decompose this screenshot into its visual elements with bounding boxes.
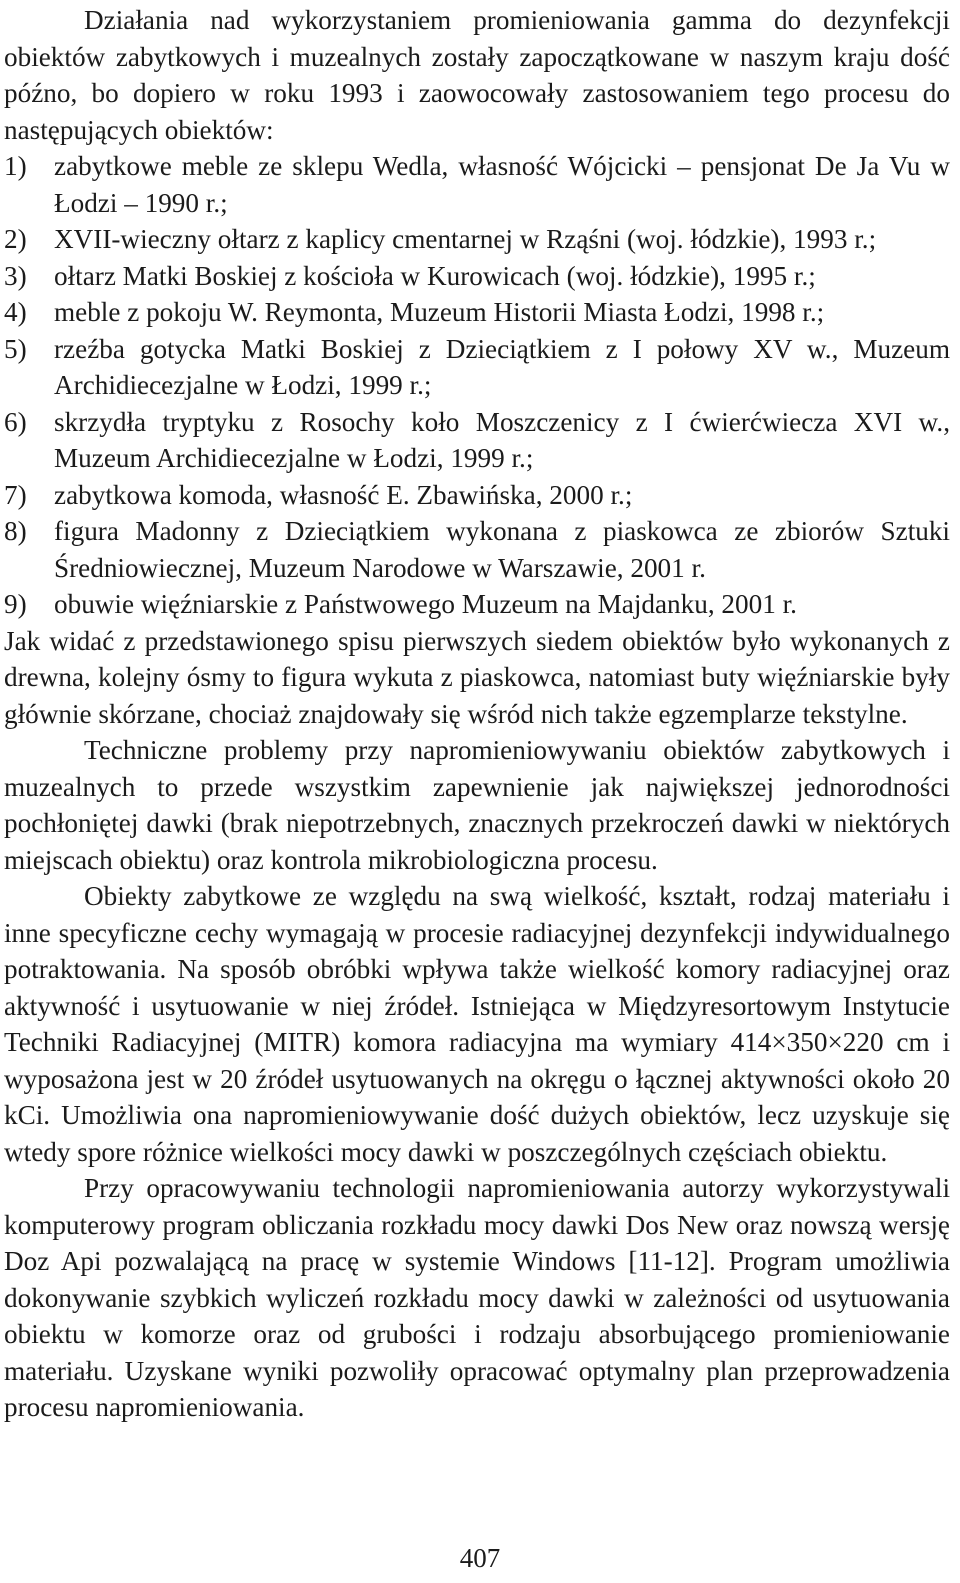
list-item-text: obuwie więźniarskie z Państwowego Muzeum na Majdanku, 2001 r.: [54, 589, 797, 619]
list-item-text: rzeźba gotycka Matki Boskiej z Dzieciątkiem z I połowy XV w., Muzeum Archidiecezjalne w Łodzi, 1999 r.;: [54, 333, 950, 400]
body-paragraph: Obiekty zabytkowe ze względu na swą wielkość, kształt, rodzaj materiału i inne specyficzne cechy wymagają w procesie radiacyjnej dezynfekcji indywidualnego potraktowania. Na sposób obróbki wpływa także wielkość komory radiacyjnej oraz aktywność i usytuowanie w niej źródeł. Istniejąca w Międzyresortowym Instytucie Techniki Radiacyjnej (MITR) komora radiacyjna ma wymiary 414×350×220 cm i wyposażona jest w 20 źródeł usytuowanych na okręgu o łącznej aktywności około 20 kCi. Umożliwia ona napromieniowywanie dość dużych obiektów, lecz uzyskuje się wtedy spore różnice wielkości mocy dawki w poszczególnych częściach obiektu.: [4, 881, 950, 1167]
list-item-text: figura Madonny z Dzieciątkiem wykonana z piaskowca ze zbiorów Sztuki Średniowiecznej, Muzeum Narodowe w Warszawie, 2001 r.: [54, 516, 950, 583]
list-item-text: ołtarz Matki Boskiej z kościoła w Kurowicach (woj. łódzkie), 1995 r.;: [54, 260, 816, 291]
list-item: [4, 148, 950, 221]
list-item-number: 6): [4, 406, 27, 437]
list-item-number: 7): [4, 479, 27, 510]
list-item: [4, 513, 950, 586]
list-item: [4, 294, 950, 331]
list-item-number: 3): [4, 260, 27, 291]
list-item: [4, 258, 950, 295]
body-paragraph: Techniczne problemy przy napromieniowywaniu obiektów zabytkowych i muzealnych to przede wszystkim zapewnienie jak największej jednorodności pochłoniętej dawki (brak niepotrzebnych, znacznych przekroczeń dawki w niektórych miejscach obiektu) oraz kontrola mikrobiologiczna procesu.: [4, 735, 950, 875]
intro-paragraph: Działania nad wykorzystaniem promieniowania gamma do dezynfekcji obiektów zabytkowych i muzealnych zostały zapoczątkowane w naszym kraju dość późno, bo dopiero w roku 1993 i zaowocowały zastosowaniem tego procesu do następujących obiektów:: [4, 5, 950, 145]
list-item-number: 9): [4, 589, 27, 619]
objects-list: [4, 148, 950, 623]
list-item: [4, 477, 950, 514]
list-item-text: XVII-wieczny ołtarz z kaplicy cmentarnej w Rząśni (woj. łódzkie), 1993 r.;: [54, 224, 877, 254]
after-list-paragraph: Jak widać z przedstawionego spisu pierwszych siedem obiektów było wykonanych z drewna, kolejny ósmy to figura wykuta z piaskowca, natomiast buty więźniarskie były głównie skórzane, chociaż znajdowały się wśród nich także egzemplarze tekstylne.: [4, 625, 950, 729]
list-item-number: 2): [4, 224, 27, 254]
list-item: [4, 331, 950, 404]
list-item-text: skrzydła tryptyku z Rosochy koło Moszczenicy z I ćwierćwiecza XVI w., Muzeum Archidiecezjalne w Łodzi, 1999 r.;: [54, 406, 950, 473]
list-item-number: 5): [4, 333, 27, 364]
list-item: [4, 586, 950, 623]
list-item-number: 8): [4, 516, 27, 546]
list-item-text: zabytkowe meble ze sklepu Wedla, własność Wójcicki – pensjonat De Ja Vu w Łodzi – 1990 r.;: [54, 151, 950, 218]
list-item-number: 4): [4, 297, 27, 327]
list-item-text: meble z pokoju W. Reymonta, Muzeum Historii Miasta Łodzi, 1998 r.;: [54, 297, 825, 327]
list-item: [4, 404, 950, 477]
list-item-number: 1): [4, 151, 27, 181]
body-paragraph: Przy opracowywaniu technologii napromieniowania autorzy wykorzystywali komputerowy program obliczania rozkładu mocy dawki Dos New oraz nowszą wersję Doz Api pozwalającą na pracę w systemie Windows [11-12]. Program umożliwia dokonywanie szybkich wyliczeń rozkładu mocy dawki w zależności od usytuowania obiektu w komorze oraz od grubości i rodzaju absorbującego promieniowanie materiału. Uzyskane wyniki pozwoliły opracować optymalny plan przeprowadzenia procesu napromieniowania.: [4, 1173, 950, 1422]
list-item-text: zabytkowa komoda, własność E. Zbawińska, 2000 r.;: [54, 479, 633, 510]
list-item: [4, 221, 950, 258]
page-number: 407: [459, 1543, 501, 1573]
